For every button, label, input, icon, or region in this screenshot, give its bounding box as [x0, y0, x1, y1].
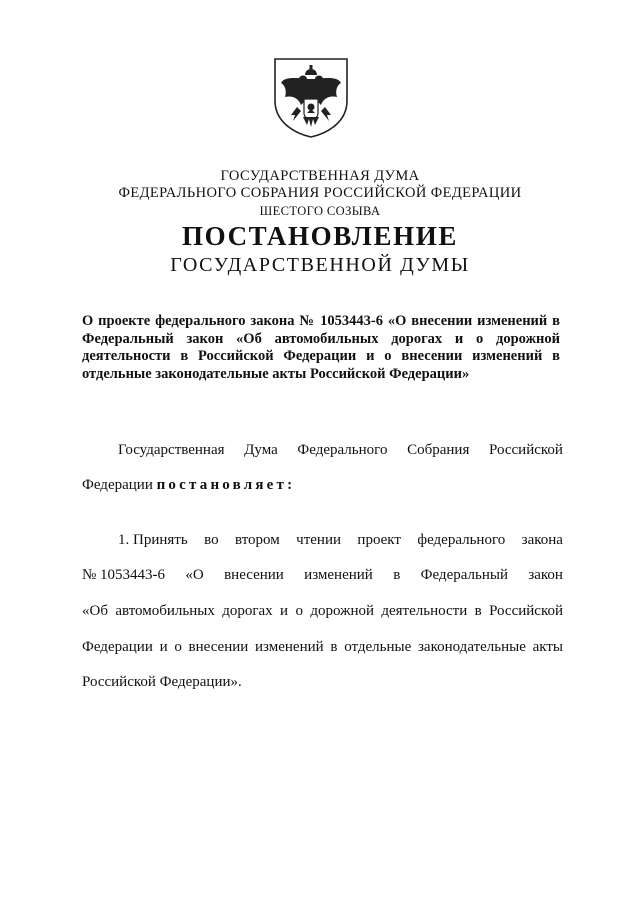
item1-line5: Российской Федерации». — [82, 674, 242, 690]
word: Федерации — [82, 477, 153, 493]
preamble-line1 — [118, 441, 563, 459]
word: 1. Принять — [118, 532, 188, 548]
word: «О — [185, 567, 204, 583]
word: закона — [521, 532, 563, 548]
word: Российской — [489, 442, 563, 458]
subject-line: отдельные законодательные акты Российской Федерации» — [82, 365, 470, 382]
document-subtitle: ГОСУДАРСТВЕННОЙ ДУМЫ — [170, 254, 470, 276]
org-name-line2: ФЕДЕРАЛЬНОГО СОБРАНИЯ РОССИЙСКОЙ ФЕДЕРАЦИИ — [118, 185, 522, 201]
subject-line: Федеральный закон «Об автомобильных дорогах и о дорожной — [82, 330, 560, 347]
word: Федерального — [297, 442, 388, 458]
document-title: ПОСТАНОВЛЕНИЕ — [182, 221, 458, 251]
item1-line2 — [82, 566, 563, 584]
word: во — [204, 532, 219, 548]
word: в — [393, 567, 401, 583]
word: № 1053443-6 — [82, 567, 166, 583]
convocation-line: ШЕСТОГО СОЗЫВА — [259, 204, 381, 218]
word: закон — [528, 567, 563, 583]
decree-verb: постановляет: — [156, 477, 296, 493]
word: Федеральный — [420, 567, 508, 583]
word: федерального — [417, 532, 506, 548]
item1-line3: «Об автомобильных дорогах и о дорожной деятельности в Российской — [82, 603, 563, 619]
word: внесении — [224, 567, 284, 583]
word: чтении — [296, 532, 342, 548]
org-name-line1: ГОСУДАРСТВЕННАЯ ДУМА — [220, 168, 420, 184]
word: Государственная — [118, 442, 225, 458]
coat-of-arms-emblem — [271, 55, 351, 139]
item1-line1 — [118, 531, 563, 549]
word: изменений — [304, 567, 373, 583]
preamble-line2 — [82, 476, 563, 494]
subject-line: деятельности в Российской Федерации и о внесении изменений в — [82, 348, 560, 364]
subject-line: О проекте федерального закона № 1053443-6 «О внесении изменений в — [82, 313, 560, 329]
item1-line4: Федерации и о внесении изменений в отдельные законодательные акты — [82, 639, 563, 655]
word: втором — [234, 532, 280, 548]
word: Дума — [244, 442, 278, 458]
word: Собрания — [407, 442, 470, 458]
word: проект — [357, 532, 401, 548]
resolution-subject — [82, 313, 560, 383]
